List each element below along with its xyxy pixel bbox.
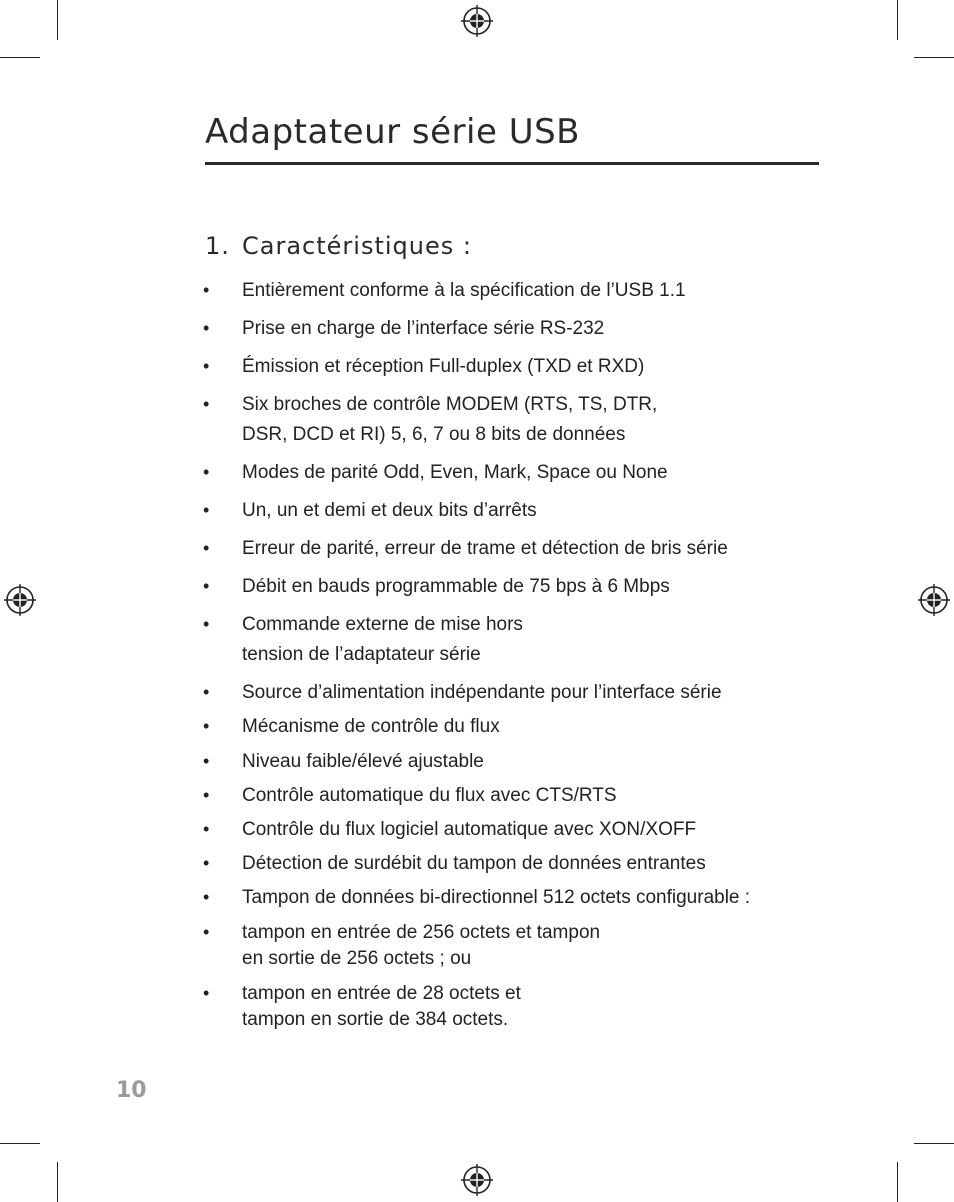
bullet: • — [203, 682, 210, 702]
list-item-line: Niveau faible/élevé ajustable — [242, 751, 484, 772]
list-item-line: tension de l’adaptateur série — [242, 644, 481, 665]
bullet: • — [203, 576, 210, 596]
bullet: • — [203, 614, 210, 634]
section-heading — [205, 232, 472, 260]
list-item-text — [242, 885, 832, 911]
list-item-line: DSR, DCD et RI) 5, 6, 7 ou 8 bits de données — [242, 424, 626, 445]
list-item-line: Modes de parité Odd, Even, Mark, Space ou None — [242, 462, 668, 483]
list-item-line: tampon en entrée de 256 octets et tampon — [242, 922, 601, 943]
crop-mark-top-left-v — [57, 0, 58, 40]
bullet: • — [203, 280, 210, 300]
list-item-text — [242, 817, 832, 843]
list-item-text — [242, 714, 832, 740]
crop-mark-top-right-v — [897, 0, 898, 40]
bullet: • — [203, 538, 210, 558]
bullet: • — [203, 785, 210, 805]
list-item-line: Débit en bauds programmable de 75 bps à 6 Mbps — [242, 576, 670, 597]
list-item-text — [242, 981, 832, 1033]
list-item-text — [242, 749, 832, 775]
list-item-text — [242, 920, 832, 972]
crop-mark-bottom-right-v — [897, 1162, 898, 1202]
list-item-line: tampon en entrée de 28 octets et — [242, 983, 521, 1004]
bullet: • — [203, 887, 210, 907]
section-heading-text: Caractéristiques : — [242, 232, 472, 260]
registration-mark-bottom-icon — [461, 1164, 493, 1196]
list-item-line: Tampon de données bi-directionnel 512 octets configurable : — [242, 887, 751, 908]
bullet: • — [203, 819, 210, 839]
list-item-text — [242, 610, 832, 670]
section-number: 1. — [205, 232, 230, 260]
list-item-text — [242, 352, 832, 382]
list-item-line: Prise en charge de l’interface série RS-232 — [242, 318, 605, 339]
list-item-text — [242, 680, 832, 706]
page-title: Adaptateur série USB — [205, 112, 580, 152]
list-item-line: tampon en sortie de 384 octets. — [242, 1009, 509, 1030]
list-item-line: en sortie de 256 octets ; ou — [242, 948, 472, 969]
list-item-text — [242, 572, 832, 602]
bullet: • — [203, 500, 210, 520]
list-item-text — [242, 534, 832, 564]
list-item-line: Source d’alimentation indépendante pour l’interface série — [242, 682, 722, 703]
list-item-line: Détection de surdébit du tampon de données entrantes — [242, 853, 706, 874]
registration-mark-left-icon — [4, 584, 36, 616]
bullet: • — [203, 318, 210, 338]
list-item-line: Commande externe de mise hors — [242, 614, 523, 635]
list-item-line: Contrôle automatique du flux avec CTS/RTS — [242, 785, 617, 806]
bullet: • — [203, 716, 210, 736]
list-item-text — [242, 496, 832, 526]
bullet: • — [203, 983, 210, 1003]
crop-mark-top-left-h — [0, 57, 40, 58]
list-item-text — [242, 314, 832, 344]
list-item-line: Erreur de parité, erreur de trame et détection de bris série — [242, 538, 728, 559]
bullet: • — [203, 394, 210, 414]
crop-mark-bottom-left-h — [0, 1143, 40, 1144]
list-item-line: Émission et réception Full-duplex (TXD et RXD) — [242, 356, 645, 377]
bullet: • — [203, 922, 210, 942]
list-item-line: Un, un et demi et deux bits d’arrêts — [242, 500, 537, 521]
crop-mark-top-right-h — [914, 57, 954, 58]
registration-mark-top-icon — [461, 5, 493, 37]
bullet: • — [203, 751, 210, 771]
page-number: 10 — [116, 1078, 147, 1103]
list-item-text — [242, 390, 832, 450]
crop-mark-bottom-right-h — [914, 1143, 954, 1144]
bullet: • — [203, 356, 210, 376]
bullet: • — [203, 853, 210, 873]
list-item-line: Six broches de contrôle MODEM (RTS, TS, DTR, — [242, 394, 658, 415]
bullet: • — [203, 462, 210, 482]
list-item-line: Contrôle du flux logiciel automatique avec XON/XOFF — [242, 819, 697, 840]
list-item-text — [242, 783, 832, 809]
list-item-line: Mécanisme de contrôle du flux — [242, 716, 500, 737]
list-item-text — [242, 458, 832, 488]
list-item-text — [242, 851, 832, 877]
list-item-line: Entièrement conforme à la spécification de l’USB 1.1 — [242, 280, 686, 301]
registration-mark-right-icon — [918, 584, 950, 616]
crop-mark-bottom-left-v — [57, 1162, 58, 1202]
title-rule — [205, 162, 819, 165]
list-item-text — [242, 276, 832, 306]
